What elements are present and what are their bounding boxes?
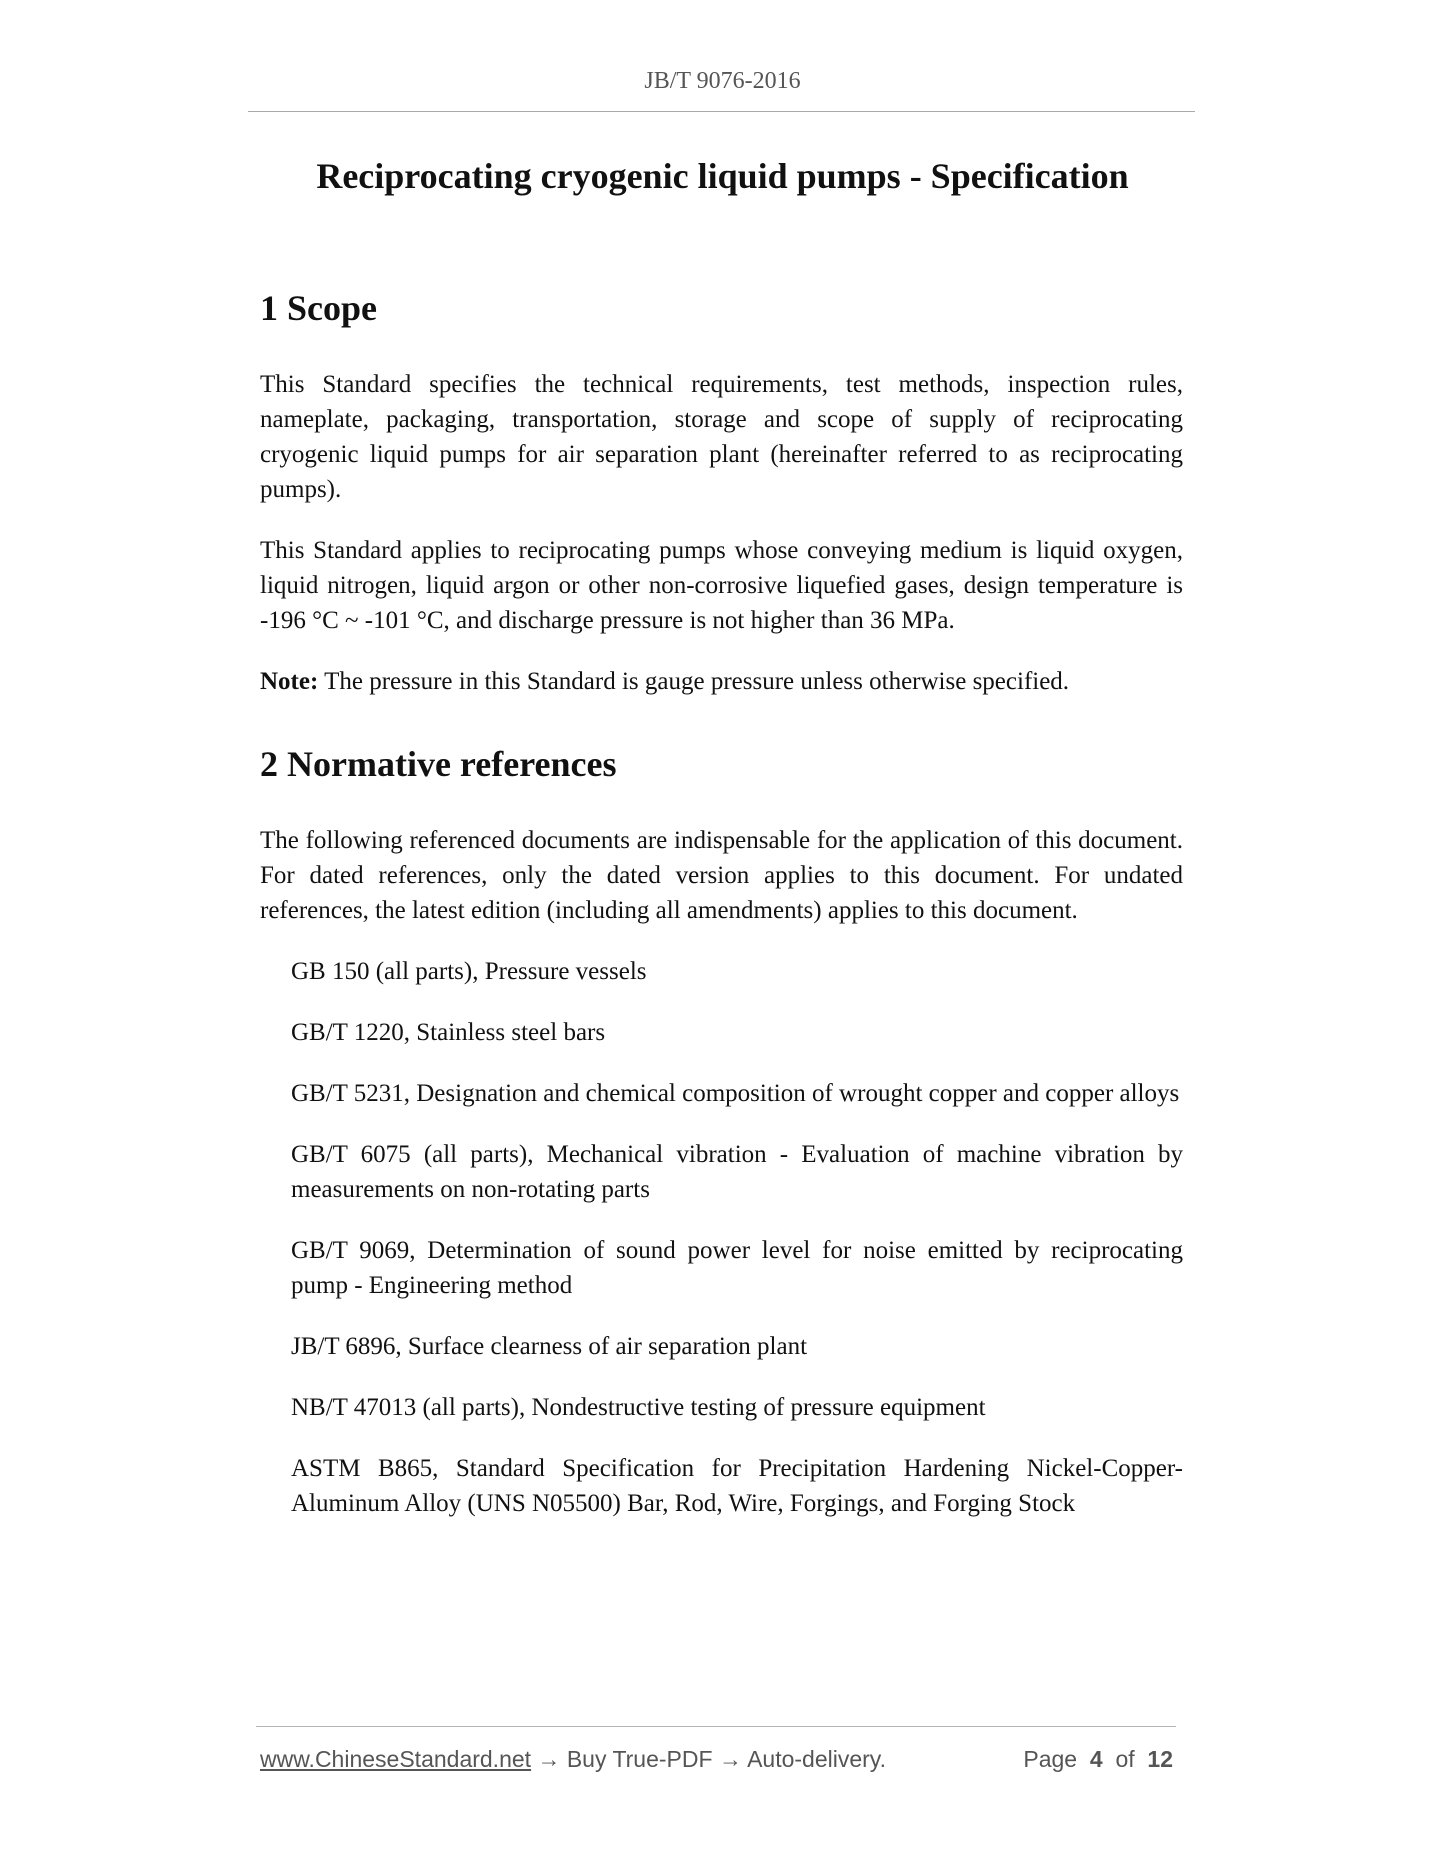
document-title: Reciprocating cryogenic liquid pumps - Specification [316,156,1129,196]
header-divider [248,111,1195,112]
reference-item: GB/T 9069, Determination of sound power level for noise emitted by reciprocating pump - Engineering method [291,1237,1183,1299]
page-of-label: of [1115,1746,1135,1772]
section-heading-scope: 1 Scope [260,288,377,328]
buy-true-pdf-text: Buy True-PDF [566,1746,713,1772]
document-code-header: JB/T 9076-2016 [644,68,801,94]
reference-item: JB/T 6896, Surface clearness of air separation plant [291,1333,808,1360]
website-link[interactable]: www.ChineseStandard.net [260,1746,532,1772]
page-indicator [1023,1744,1173,1774]
arrow-right-icon: → [531,1746,567,1772]
reference-list [260,954,1183,1521]
scope-paragraph-2: This Standard applies to reciprocating pumps whose conveying medium is liquid oxygen, liquid nitrogen, liquid argon or other non-corrosive liquefied gases, design temperature is -196 °C ~ -101 °C, and discharge pressure is not higher than 36 MPa. [260,537,1183,634]
reference-item: GB 150 (all parts), Pressure vessels [291,958,647,985]
note-label: Note: [260,668,319,695]
reference-item: ASTM B865, Standard Specification for Precipitation Hardening Nickel-Copper-Aluminum Alloy (UNS N05500) Bar, Rod, Wire, Forgings, and Forging Stock [291,1455,1183,1517]
footer-divider [256,1726,1176,1727]
section-heading-normative-references: 2 Normative references [260,744,617,784]
scope-paragraph-1: This Standard specifies the technical requirements, test methods, inspection rules, nameplate, packaging, transportation, storage and scope of supply of reciprocating cryogenic liquid pumps for air separation plant (hereinafter referred to as reciprocating pumps). [260,371,1183,503]
total-page-count: 12 [1147,1746,1173,1772]
scope-note [260,664,1183,699]
document-body [260,285,1183,1547]
footer-links [260,1744,886,1774]
reference-item: GB/T 1220, Stainless steel bars [291,1019,606,1046]
normative-intro-paragraph: The following referenced documents are indispensable for the application of this document. For dated references, only the dated version applies to this document. For undated references, the latest edition (including all amendments) applies to this document. [260,827,1183,924]
arrow-right-icon: → [712,1746,748,1772]
reference-item: GB/T 6075 (all parts), Mechanical vibration - Evaluation of machine vibration by measurements on non-rotating parts [291,1141,1183,1203]
auto-delivery-text: Auto-delivery. [747,1746,886,1772]
reference-item: GB/T 5231, Designation and chemical composition of wrought copper and copper alloys [291,1080,1180,1107]
note-text: The pressure in this Standard is gauge pressure unless otherwise specified. [318,668,1070,695]
reference-item: NB/T 47013 (all parts), Nondestructive testing of pressure equipment [291,1394,986,1421]
page-label: Page [1023,1746,1078,1772]
current-page-number: 4 [1089,1746,1103,1772]
